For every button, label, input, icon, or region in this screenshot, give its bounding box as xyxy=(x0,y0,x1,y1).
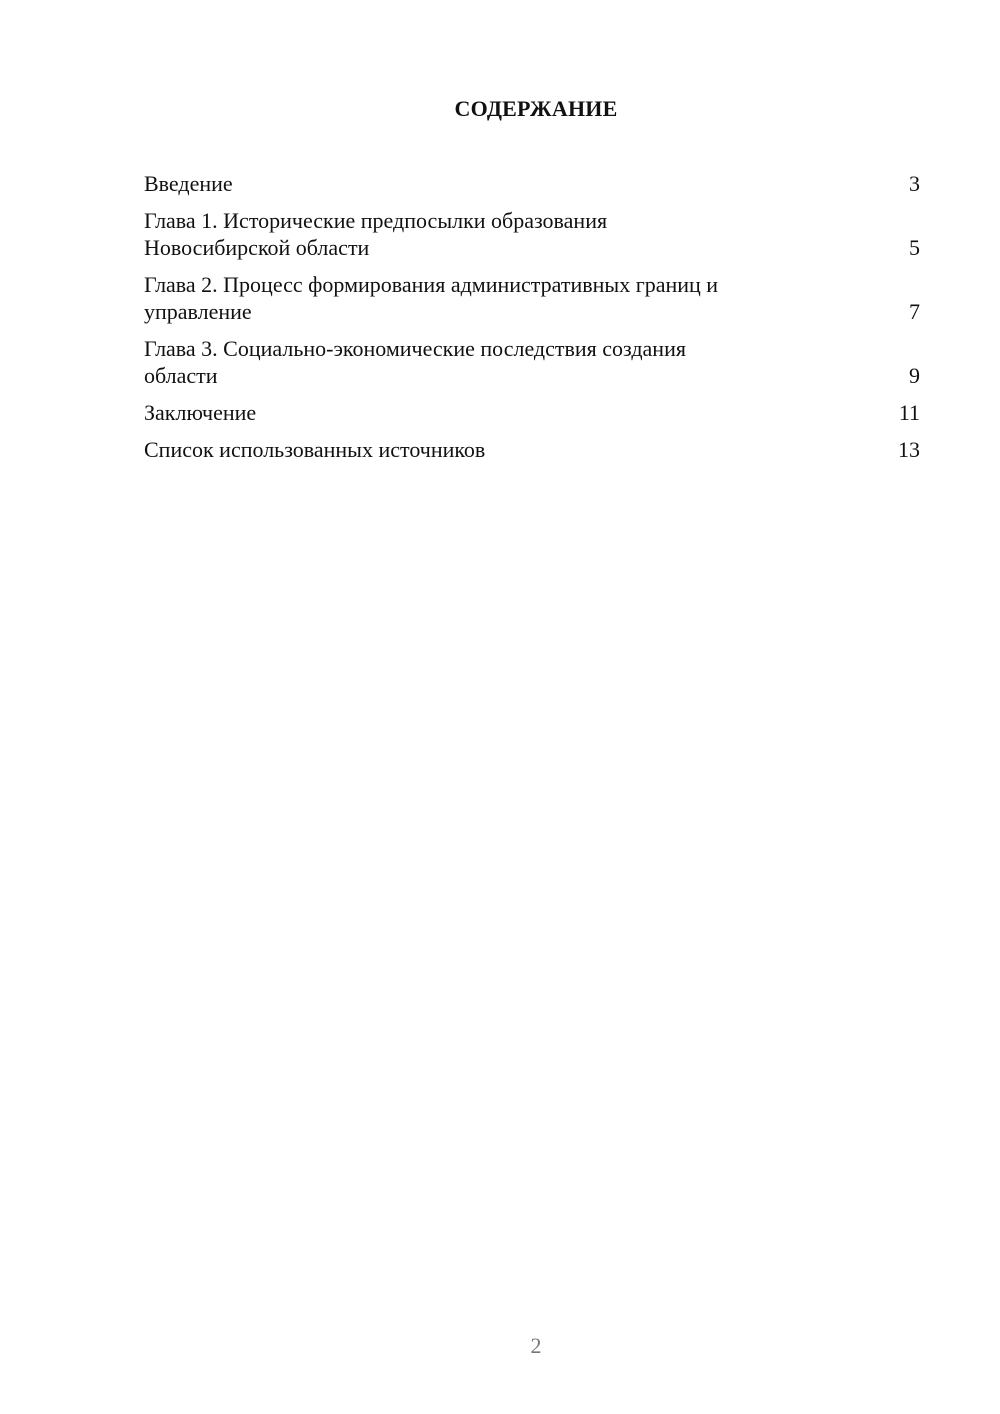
toc-entry-page: 11 xyxy=(898,400,920,425)
toc-entry-chapter-1 xyxy=(144,207,920,261)
toc-entry-introduction xyxy=(144,170,920,197)
table-of-contents xyxy=(144,170,920,473)
toc-entry-page: 13 xyxy=(898,437,920,462)
toc-entry-text: Введение xyxy=(144,171,233,196)
toc-entry-chapter-2 xyxy=(144,271,920,325)
page-number: 2 xyxy=(530,1333,542,1358)
toc-entry-page: 9 xyxy=(909,363,920,388)
toc-entry-text: Глава 2. Процесс формирования административных границ и управление xyxy=(144,272,719,324)
toc-entry-text: Глава 1. Исторические предпосылки образования Новосибирской области xyxy=(144,208,608,260)
toc-entry-text: Глава 3. Социально-экономические последствия создания области xyxy=(144,336,686,388)
toc-entry-page: 7 xyxy=(909,299,920,324)
toc-entry-text: Список использованных источников xyxy=(144,437,486,462)
toc-entry-conclusion xyxy=(144,399,920,426)
toc-entry-chapter-3 xyxy=(144,335,920,389)
toc-entry-text: Заключение xyxy=(144,400,257,425)
page-title: СОДЕРЖАНИЕ xyxy=(454,96,618,121)
toc-entry-references xyxy=(144,436,920,463)
toc-entry-page: 3 xyxy=(909,171,920,196)
toc-entry-page: 5 xyxy=(909,235,920,260)
